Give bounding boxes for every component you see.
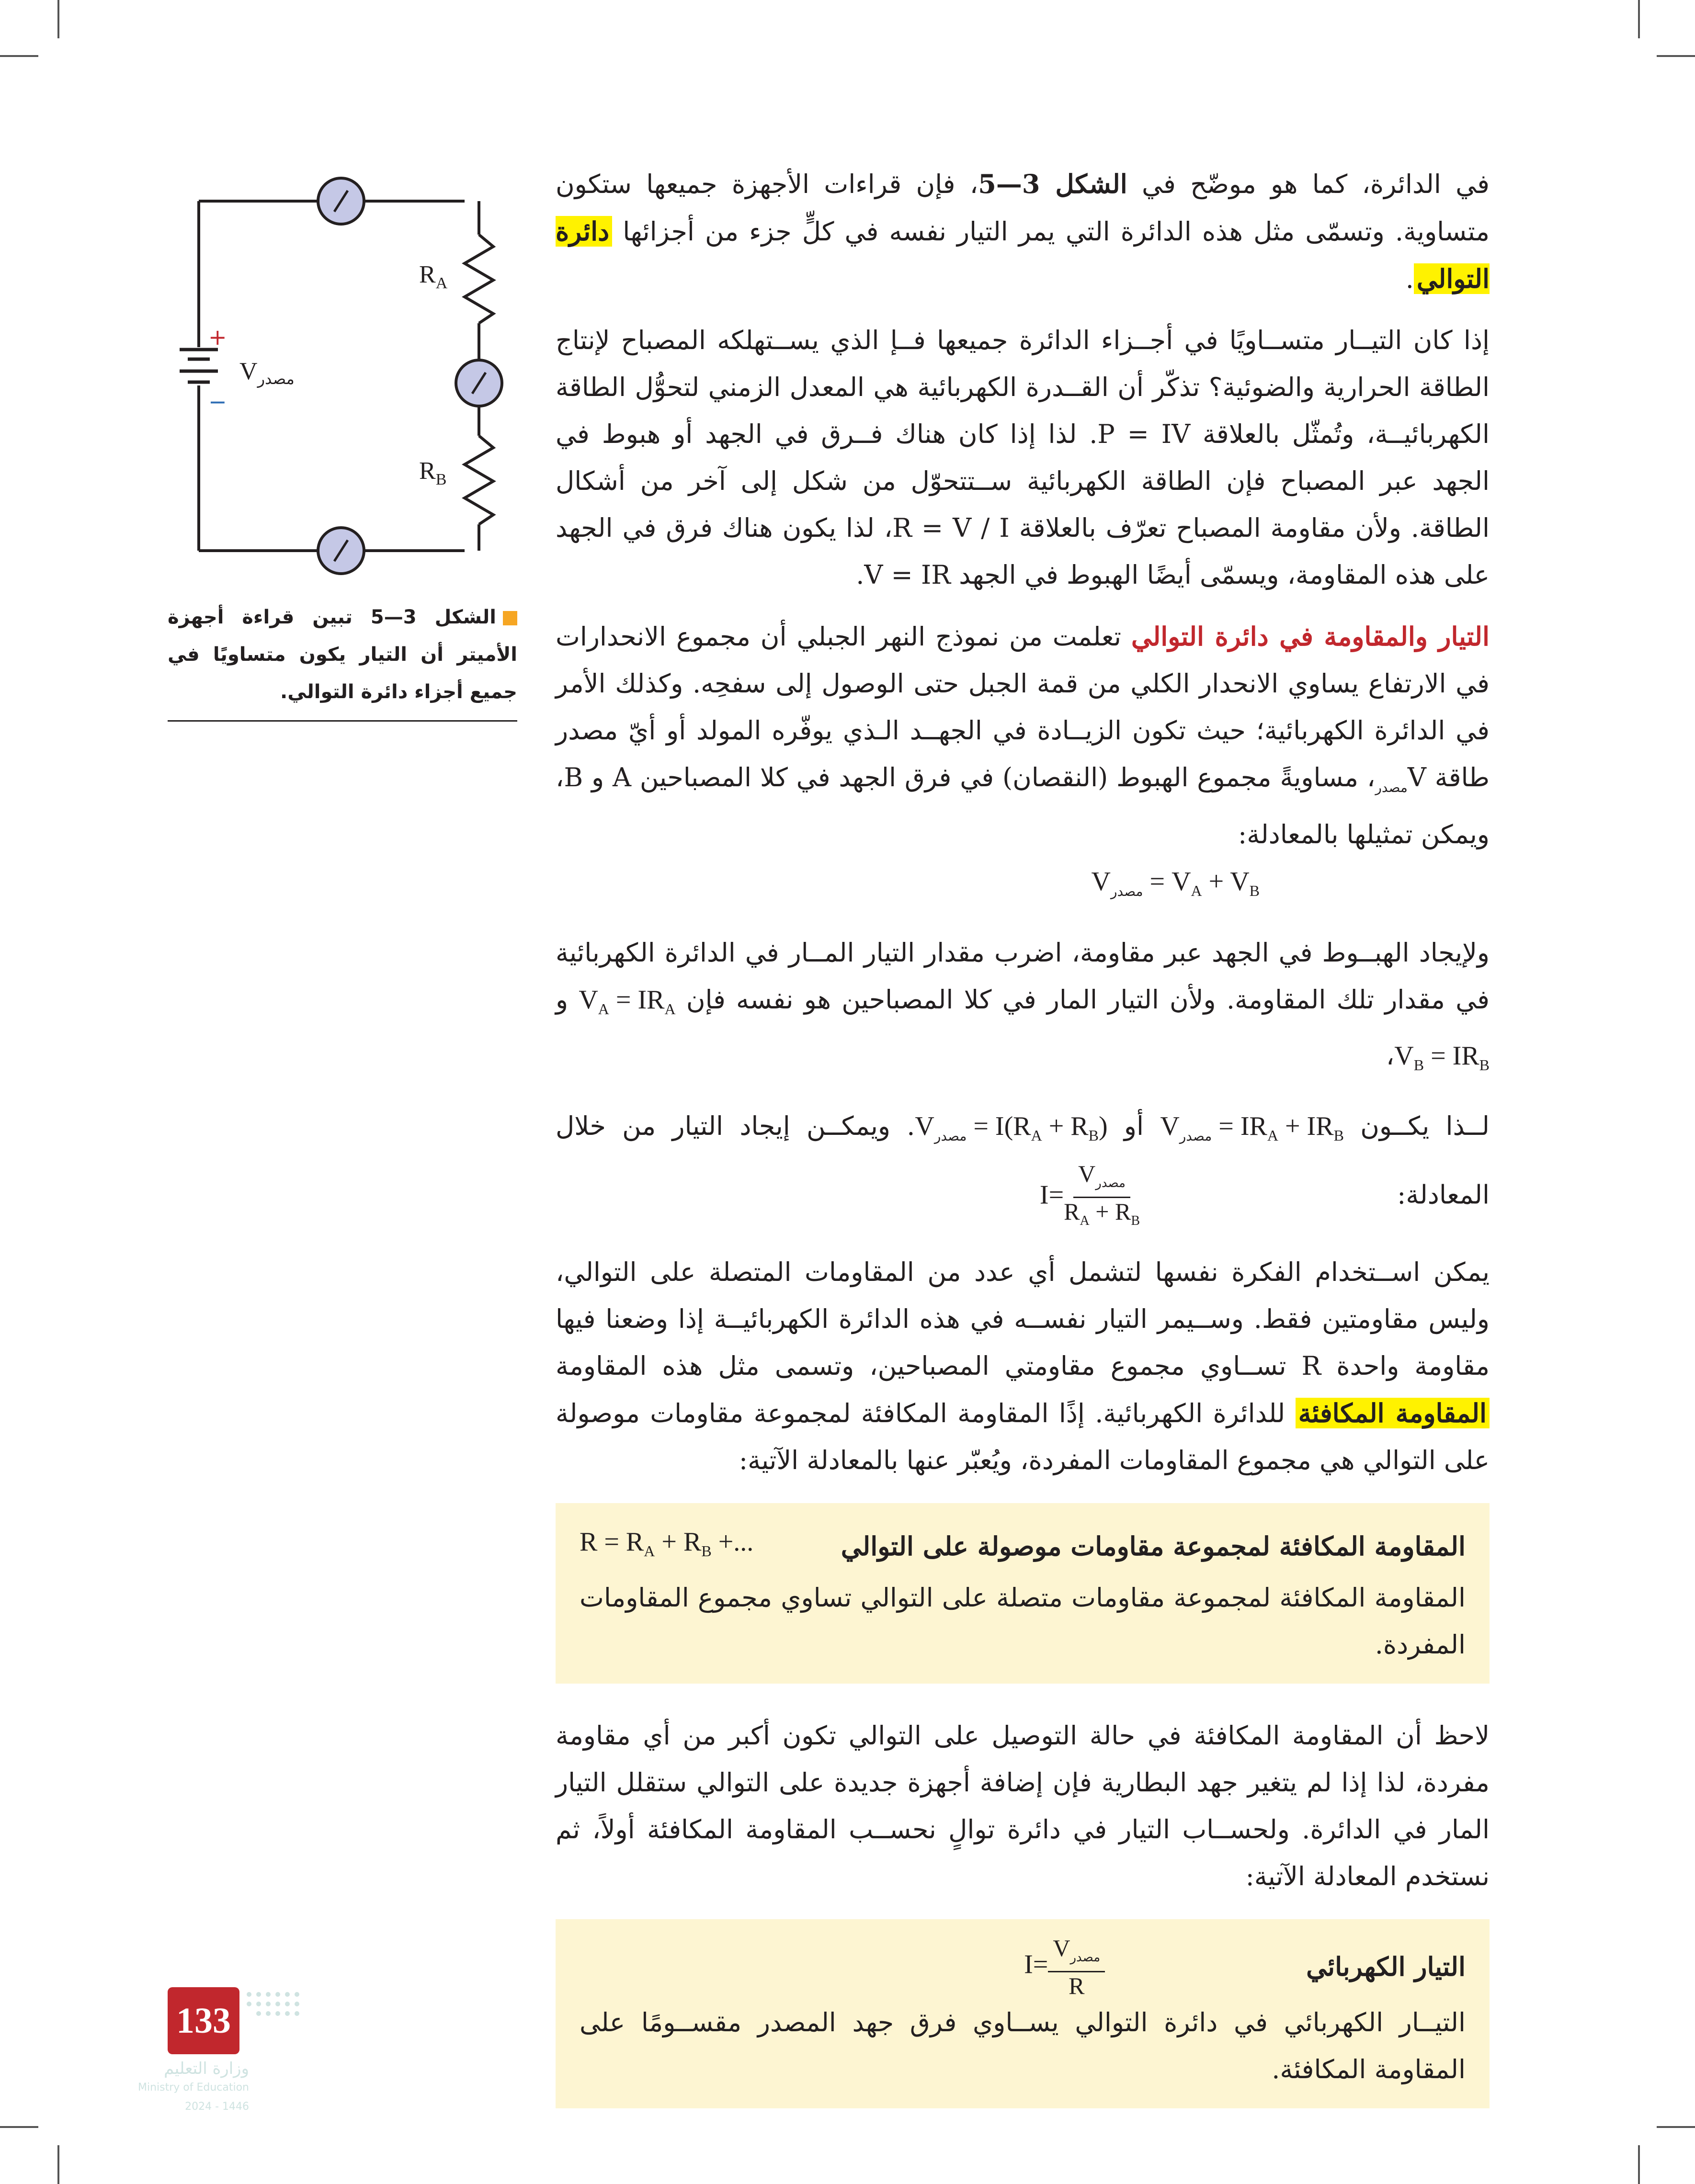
resistor-a [465, 235, 493, 323]
label-ra: $R_A$ [419, 261, 448, 292]
crop-mark [1638, 2145, 1640, 2184]
equation-va: $V_A = IR_A$ [579, 984, 676, 1018]
ammeter-bottom [318, 528, 364, 574]
equation-box-current [556, 1919, 1490, 2108]
figure-reference: الشكل 3—5 [978, 169, 1127, 199]
label-v: Vمصدر [239, 358, 295, 388]
crop-mark [1657, 55, 1695, 57]
label-rb: $R_B$ [419, 457, 447, 488]
paragraph-7: لاحظ أن المقاومة المكافئة في حالة التوصيل على التوالي تكون أكبر من أي مقاومة مفردة، لذا إذا لم يتغير جهد البطارية فإن إضافة أجهزة جديدة على التوالي ستقلل التيار المار في الدائرة. ولحســاب التيار في دائرة توالٍ نحســب المقاومة المكافئة أولاً، ثم نستخدم المعادلة الآتية: [556, 1720, 1490, 1891]
section-lead: التيار والمقاومة في دائرة التوالي [1131, 621, 1490, 652]
crop-mark [1657, 2126, 1695, 2128]
crop-mark [0, 2126, 38, 2128]
paragraph-5: لــذا يكــون $V_{مصدر} = IR_A + IR_B$ أو $V_{مصدر} = I(R_A + R_B)$. ويمكــن إيجاد التيار من خلال المعادلة: I= $\frac{V_{مصدر}}{R_A + R_B}$ [556, 1103, 1490, 1234]
ministry-logo-text: وزارة التعليم Ministry of Education 2024 - 1446 [137, 2059, 249, 2113]
paragraph-2: إذا كان التيــار متســاويًا في أجــزاء الدائرة جميعها فــإ الذي يســتهلكه المصباح لإنتاج الطاقة الحرارية والضوئية؟ تذكّر أن القــدرة الكهربائية هي المعدل الزمني لتحوُّل الطاقة الكهربائيــة، وتُمثّل بالعلاقة P = IV. لذا إذا كان هناك فــرق في الجهد أو هبوط في الجهد عبر المصباح فإن الطاقة الكهربائية ســتتحوّل من شكل إلى آخر من أشكال الطاقة. ولأن مقاومة المصباح تعرّف بالعلاقة R = V / I، لذا يكون هناك فرق في الجهد على هذه المقاومة، ويسمّى أيضًا الهبوط في الجهد V = IR. [556, 325, 1490, 590]
resistor-b [465, 436, 493, 524]
equation-source-voltage-factored: $V_{مصدر} = I(R_A + R_B)$ [915, 1111, 1108, 1144]
plus-sign: + [208, 324, 227, 350]
caption-title: الشكل 3—5 [370, 606, 496, 628]
ammeter-middle [456, 360, 502, 406]
box-description: التيــار الكهربائي في دائرة التوالي يســاوي فرق جهد المصدر مقســومًا على المقاومة المكافئة. [580, 2007, 1466, 2084]
crop-mark [57, 2145, 59, 2184]
equation-current-fraction: I= $\frac{V_{مصدر}}{R_A + R_B}$ [1039, 1160, 1140, 1228]
ammeter-top [318, 178, 364, 224]
caption-bullet-icon [503, 611, 517, 625]
crop-mark [57, 0, 59, 38]
paragraph-6: يمكن اســتخدام الفكرة نفسها لتشمل أي عدد من المقاومات المتصلة على التوالي، وليس مقاومتين فقط. وســيمر التيار نفســه في هذه الدائرة الكهربائيــة إذا وضعنا فيها مقاومة واحدة R تســاوي مجموع مقاومتي المصباحين، وتسمى مثل هذه المقاومة المقاومة المكافئة للدائرة الكهربائية. إذًا المقاومة المكافئة لمجموعة مقاومات موصولة على التوالي هي مجموع المقاومات المفردة، ويُعبّر عنها بالمعادلة الآتية: [556, 1256, 1490, 1475]
crop-mark [0, 55, 38, 57]
equation-current: I= $\frac{V_{مصدر}}{R}$ [1024, 1935, 1105, 1999]
box-description: المقاومة المكافئة لمجموعة مقاومات متصلة على التوالي تساوي مجموع المقاومات المفردة. [580, 1582, 1466, 1660]
crop-mark [1638, 0, 1640, 38]
minus-sign: − [208, 389, 227, 415]
paragraph-1: في الدائرة، كما هو موضّح في الشكل 3—5، فإن قراءات الأجهزة جميعها ستكون متساوية. وتسمّى مثل هذه الدائرة التي يمر التيار نفسه في كلٍّ جزء من أجزائها دائرة التوالي. [556, 169, 1490, 294]
box-title: التيار الكهربائي [1306, 1951, 1466, 1982]
paragraph-3: التيار والمقاومة في دائرة التوالي تعلمت من نموذج النهر الجبلي أن مجموع الانحدارات في الارتفاع يساوي الانحدار الكلي من قمة الجبل حتى الوصول إلى سفحِه. وكذلك الأمر في الدائرة الكهربائية؛ حيث تكون الزيــادة في الجهــد الـذي يوفّره المولد أو أيّ مصدر طاقة $V_{مصدر}،$ مساويةً مجموع الهبوط (النقصان) في فرق الجهد في كلا المصباحين A و B، ويمكن تمثيلها بالمعادلة: $V_{مصدر} = V_A + V_B$ [556, 613, 1490, 915]
caption-text: تبين قراءة أجهزة الأميتر أن التيار يكون متساويًا في جميع أجزاء دائرة التوالي. [168, 606, 517, 703]
ministry-logo-icon [244, 1990, 311, 2028]
page-number: 133 [168, 1987, 239, 2054]
equation-box-equivalent-resistance [556, 1503, 1490, 1684]
figure-caption [168, 599, 517, 722]
paragraph-4: ولإيجاد الهبــوط في الجهد عبر مقاومة، اضرب مقدار التيار المــار في الدائرة الكهربائية في مقدار تلك المقاومة. ولأن التيار المار في كلا المصباحين هو نفسه فإن $V_A = IR_A$ وV$_B$ = $IR_B،$ [556, 929, 1490, 1088]
box-title: المقاومة المكافئة لمجموعة مقاومات موصولة على التوالي [841, 1531, 1466, 1562]
battery-icon [180, 350, 218, 382]
equation-source-voltage: $V_{مصدر} = IR_A + IR_B$ [1160, 1111, 1344, 1144]
series-circuit-diagram [158, 168, 527, 589]
key-term-equivalent-resistance: المقاومة المكافئة [1296, 1398, 1490, 1428]
main-text [556, 160, 1490, 2137]
equation-voltage-sum: $V_{مصدر} = V_A + V_B$ [1091, 866, 1260, 899]
equation-equivalent-resistance: $R = R_A + R_B$ +... [580, 1527, 754, 1560]
equation-vb: $V_B = IR_B$ [1394, 1041, 1490, 1074]
key-term-series-circuit: دائرة التوالي [556, 216, 1490, 294]
